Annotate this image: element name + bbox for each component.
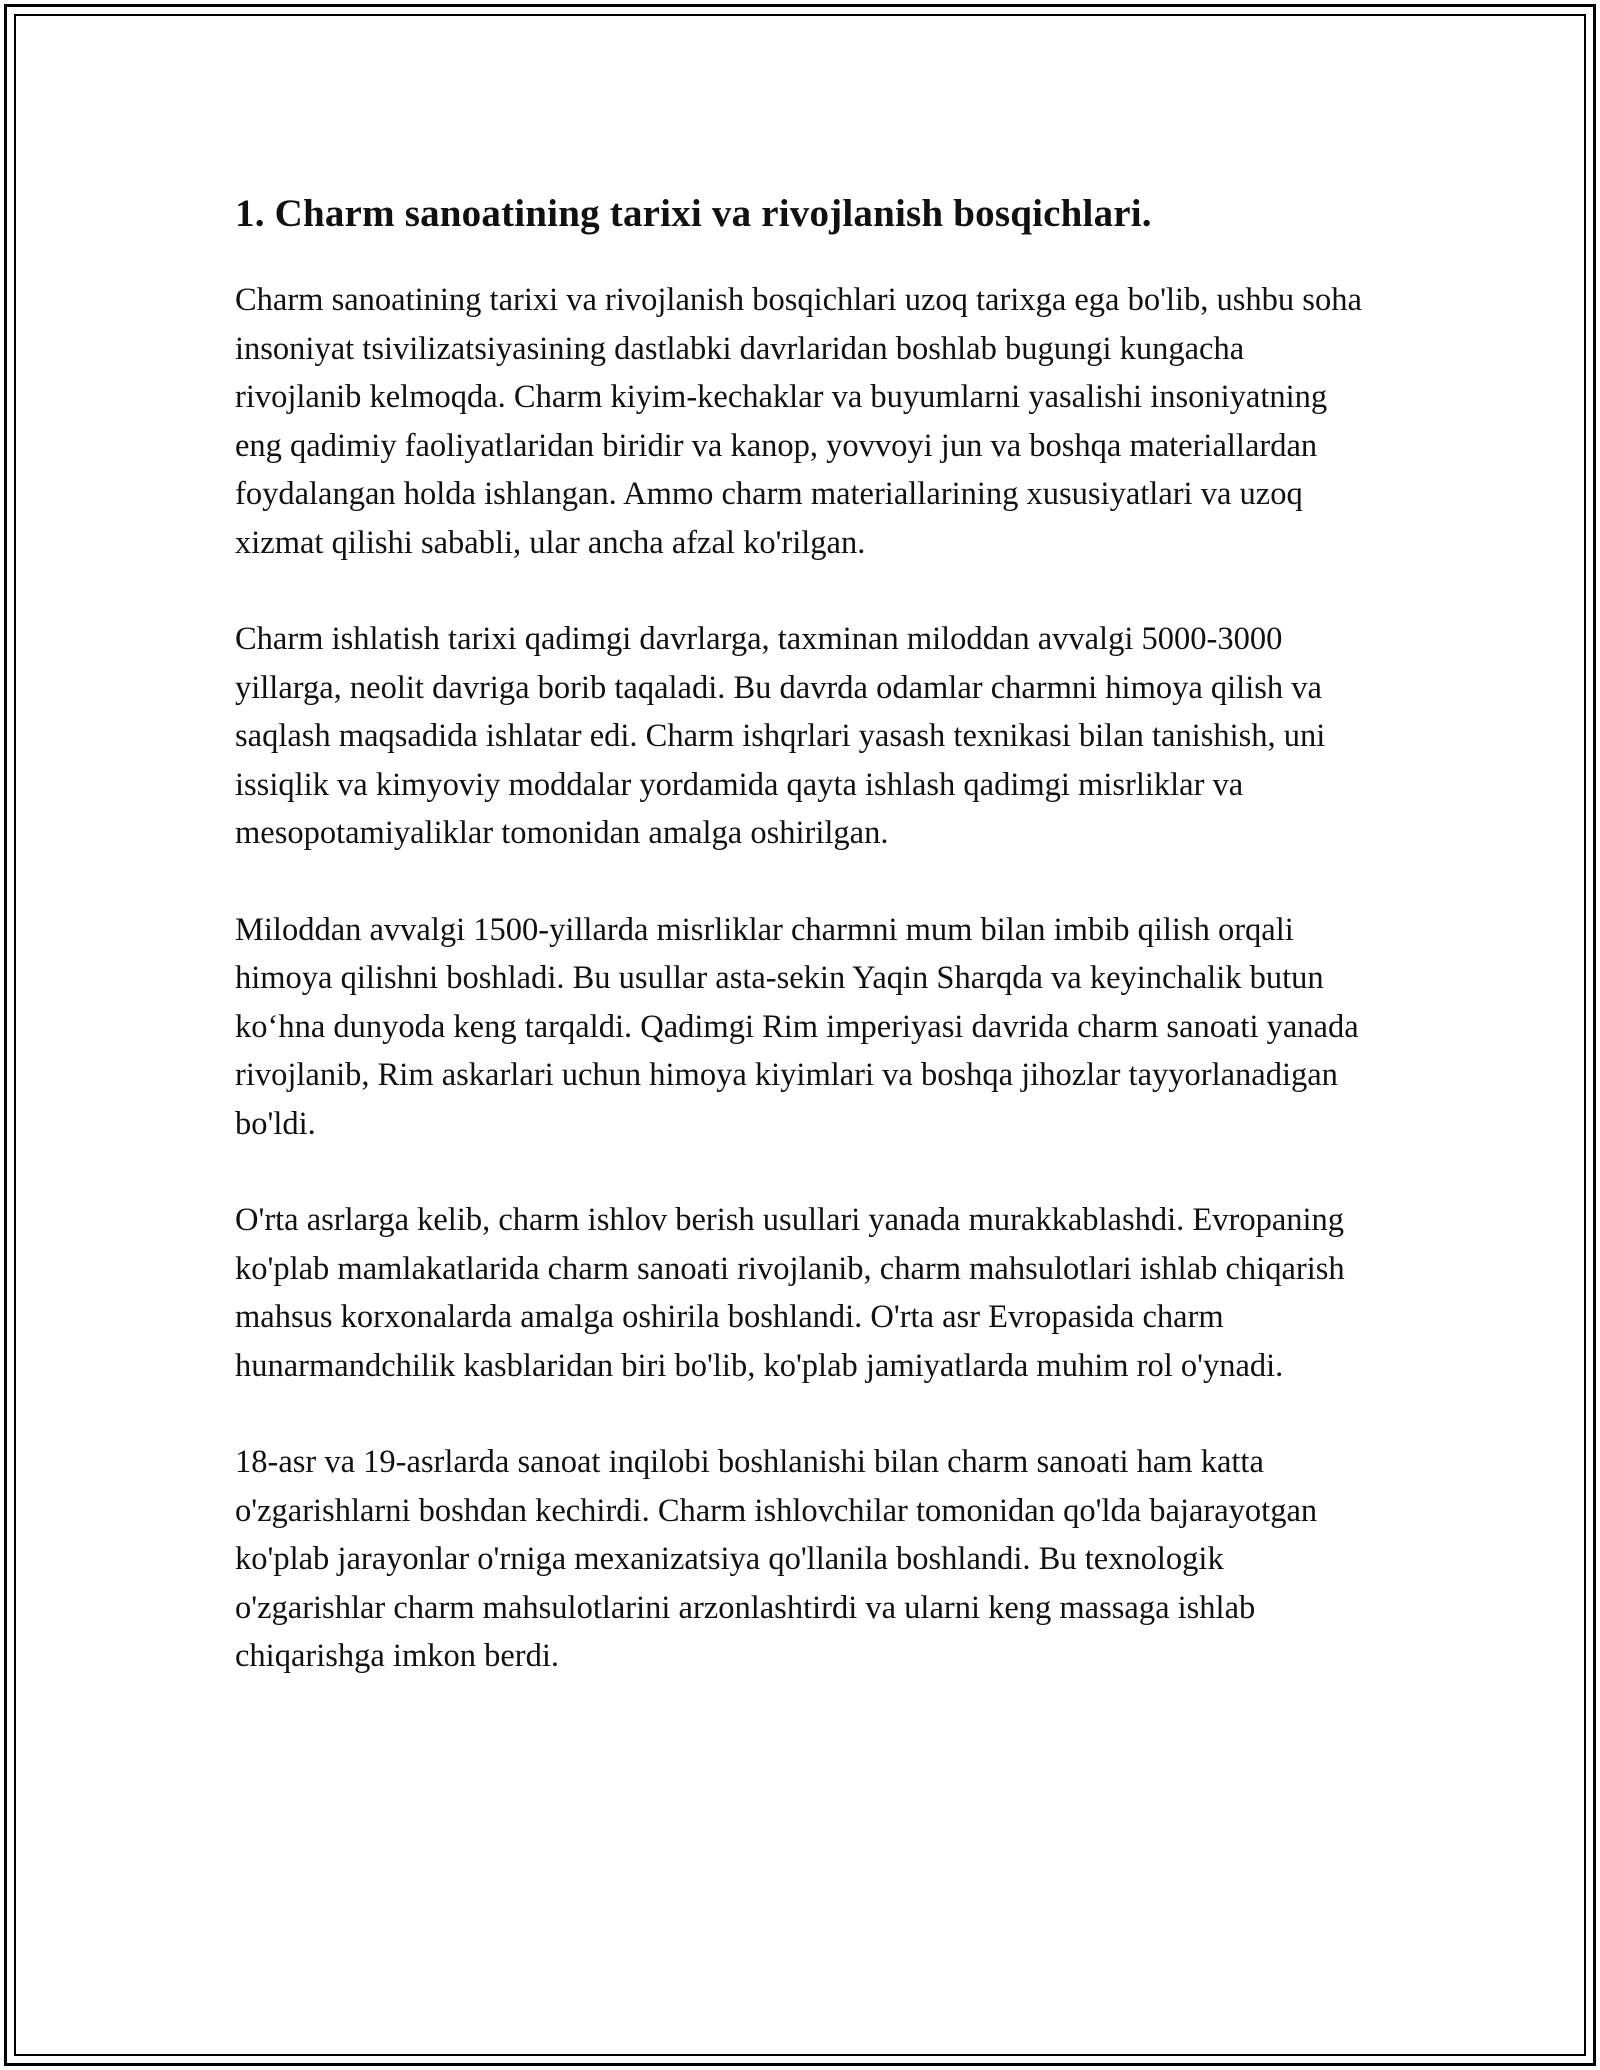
paragraph-5: 18-asr va 19-asrlarda sanoat inqilobi boshlanishi bilan charm sanoati ham katta o'zgarishlarni boshdan kechirdi. Charm ishlovchilar tomonidan qo'lda bajarayotgan ko'plab jarayonlar o'rniga mexanizatsiya qo'llanila boshlandi. Bu texnologik o'zgarishlar charm mahsulotlarini arzonlashtirdi va ularni keng massaga ishlab chiqarishga imkon berdi.: [235, 1444, 1318, 1674]
document-body: [235, 188, 1375, 1681]
paragraph-1: Charm sanoatining tarixi va rivojlanish bosqichlari uzoq tarixga ega bo'lib, ushbu soha insoniyat tsivilizatsiyasining dastlabki davrlaridan boshlab bugungi kungacha rivojlanib kelmoqda. Charm kiyim-kechaklar va buyumlarni yasalishi insoniyatning eng qadimiy faoliyatlaridan biridir va kanop, yovvoyi jun va boshqa materiallardan foydalangan holda ishlangan. Ammo charm materiallarining xususiyatlari va uzoq xizmat qilishi sababli, ular ancha afzal ko'rilgan.: [235, 282, 1362, 561]
paragraph-3: Miloddan avvalgi 1500-yillarda misrliklar charmni mum bilan imbib qilish orqali himoya qilishni boshladi. Bu usullar asta-sekin Yaqin Sharqda va keyinchalik butun ko‘hna dunyoda keng tarqaldi. Qadimgi Rim imperiyasi davrida charm sanoati yanada rivojlanib, Rim askarlari uchun himoya kiyimlari va boshqa jihozlar tayyorlanadigan bo'ldi.: [235, 911, 1359, 1142]
paragraph-4: O'rta asrlarga kelib, charm ishlov berish usullari yanada murakkablashdi. Evropaning ko'plab mamlakatlarida charm sanoati rivojlanib, charm mahsulotlari ishlab chiqarish mahsus korxonalarda amalga oshirila boshlandi. O'rta asr Evropasida charm hunarmandchilik kasblaridan biri bo'lib, ko'plab jamiyatlarda muhim rol o'ynadi.: [235, 1202, 1345, 1384]
page-title: 1. Charm sanoatining tarixi va rivojlanish bosqichlari.: [235, 192, 1152, 235]
paragraph-2: Charm ishlatish tarixi qadimgi davrlarga, taxminan miloddan avvalgi 5000-3000 yillarga, neolit davriga borib taqaladi. Bu davrda odamlar charmni himoya qilish va saqlash maqsadida ishlatar edi. Charm ishqrlari yasash texnikasi bilan tanishish, uni issiqlik va kimyoviy moddalar yordamida qayta ishlash qadimgi misrliklar va mesopotamiyaliklar tomonidan amalga oshirilgan.: [235, 621, 1326, 851]
